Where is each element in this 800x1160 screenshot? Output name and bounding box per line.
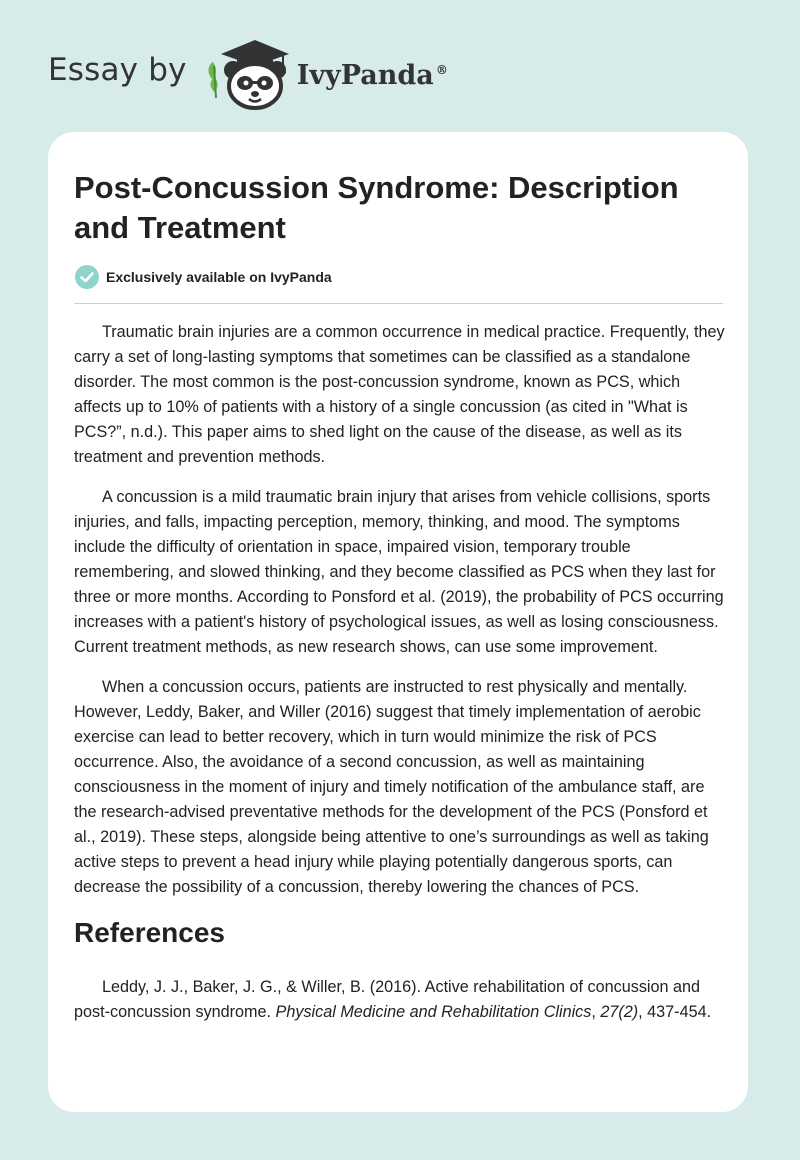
references-heading: References: [74, 917, 225, 948]
essay-by-label: Essay by: [48, 52, 187, 88]
reference-authors: Leddy, J. J., Baker, J. G., & Willer, B. (2016). Active rehabilitation of concussion and post-concussion syndrome.: [74, 978, 701, 1021]
reference-pages: , 437-454.: [638, 1003, 712, 1021]
exclusive-badge: [74, 264, 332, 290]
page-title: Post-Concussion Syndrome: Description and Treatment: [74, 170, 679, 245]
paragraph: A concussion is a mild traumatic brain injury that arises from vehicle collisions, sports injuries, and falls, impacting perception, memory, thinking, and mood. The symptoms include the difficulty of orientation in space, impaired vision, temporary trouble remembering, and slowed thinking, and they become classified as PCS when they last for three or more months. According to Ponsford et al. (2019), the probability of PCS occurring increases with a patient's history of psychological issues, as well as losing consciousness. Current treatment methods, as new research shows, can use some improvement.: [74, 488, 724, 656]
divider: [74, 303, 723, 304]
reference-entry: [74, 975, 726, 1025]
brand-name[interactable]: IvyPanda ®: [296, 59, 448, 91]
essay-card: [48, 132, 748, 1112]
paragraph: Traumatic brain injuries are a common occurrence in medical practice. Frequently, they carry a set of long-lasting symptoms that sometimes can be classified as a standalone disorder. The most common is the post-concussion syndrome, known as PCS, which affects up to 10% of patients with a history of a single concussion (as cited in "What is PCS?”, n.d.). This paper aims to shed light on the cause of the disease, as well as its treatment and prevention methods.: [74, 323, 725, 466]
essay-body: [74, 320, 726, 1025]
reference-volume: 27(2): [600, 1003, 639, 1021]
exclusive-badge-label: Exclusively available on IvyPanda: [106, 269, 332, 285]
registered-mark: ®: [435, 62, 448, 77]
site-header: [48, 36, 548, 112]
reference-separator: ,: [591, 1003, 601, 1021]
check-circle-icon: [74, 264, 100, 290]
reference-journal: Physical Medicine and Rehabilitation Clinics: [275, 1003, 592, 1021]
panda-logo-icon[interactable]: [203, 36, 295, 112]
paragraph: When a concussion occurs, patients are instructed to rest physically and mentally. However, Leddy, Baker, and Willer (2016) suggest that timely implementation of aerobic exercise can lead to better recovery, which in turn would minimize the risk of PCS occurrence. Also, the avoidance of a second concussion, as well as maintaining consciousness in the moment of injury and timely notification of the ambulance staff, are the research-advised preventative methods for the development of the PCS (Ponsford et al., 2019). These steps, alongside being attentive to one’s surroundings as well as taking active steps to prevent a head injury while playing potentially dangerous sports, can decrease the possibility of a concussion, thereby lowering the chances of PCS.: [74, 678, 709, 896]
